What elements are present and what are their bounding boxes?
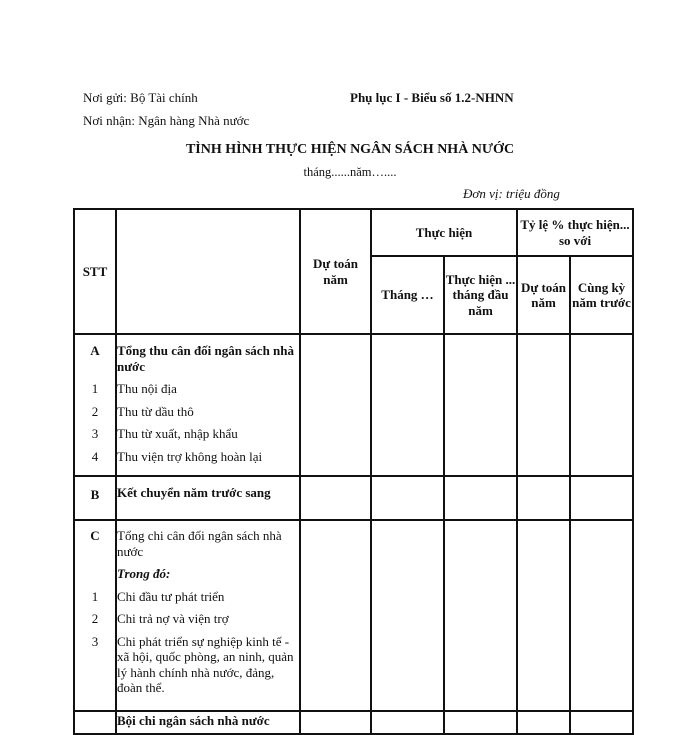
sender-label: Nơi gửi: Bộ Tài chính <box>83 90 198 105</box>
content-cell <box>116 334 300 476</box>
header-content <box>116 209 300 334</box>
stt-a-4: 4 <box>91 448 99 464</box>
table-row-section-c <box>74 520 633 711</box>
header-cung-ky: Cùng kỳ năm trước <box>570 256 633 334</box>
empty-cell <box>444 520 517 711</box>
header-stt: STT <box>74 209 116 334</box>
table-row-section-d <box>74 711 633 734</box>
section-c-item-1: Chi đầu tư phát triển <box>117 588 225 604</box>
section-b-title: Kết chuyển năm trước sang <box>117 485 271 500</box>
header-thuc-hien: Thực hiện <box>371 209 517 256</box>
header-thang: Tháng … <box>371 256 444 334</box>
section-c-title: Tổng chi cân đối ngân sách nhà nước <box>117 528 282 559</box>
section-a-item-4: Thu viện trợ không hoàn lại <box>117 448 263 464</box>
empty-cell <box>300 711 371 734</box>
section-a-item-3: Thu từ xuất, nhập khẩu <box>117 426 238 441</box>
section-d-title: Bội chi ngân sách nhà nước <box>117 713 270 728</box>
empty-cell <box>570 476 633 520</box>
empty-cell <box>371 520 444 711</box>
budget-table <box>73 208 634 735</box>
empty-cell <box>444 334 517 476</box>
stt-a-3: 3 <box>91 426 99 441</box>
empty-cell <box>517 334 570 476</box>
stt-c-3: 3 <box>91 633 99 649</box>
document-subtitle: tháng......năm….... <box>303 165 397 179</box>
stt-b: B <box>90 487 100 502</box>
header-ty-le: Tỷ lệ % thực hiện... so với <box>517 209 633 256</box>
empty-cell <box>444 476 517 520</box>
header-du-toan-nam: Dự toán năm <box>300 209 371 334</box>
stt-c-1: 1 <box>91 588 99 604</box>
unit-label: Đơn vị: triệu đồng <box>463 186 560 201</box>
table-row-section-a <box>74 334 633 476</box>
appendix-label: Phụ lục I - Biểu số 1.2-NHNN <box>350 90 514 105</box>
empty-cell <box>300 520 371 711</box>
empty-cell <box>517 711 570 734</box>
table-row-section-b <box>74 476 633 520</box>
empty-cell <box>517 520 570 711</box>
stt-c-2: 2 <box>91 611 99 626</box>
section-a-item-1: Thu nội địa <box>117 381 177 396</box>
stt-cell <box>74 711 116 734</box>
section-a-title: Tổng thu cân đối ngân sách nhà nước <box>117 343 295 374</box>
content-cell <box>116 711 300 734</box>
empty-cell <box>444 711 517 734</box>
section-a-item-2: Thu từ dầu thô <box>117 403 194 419</box>
content-cell <box>116 520 300 711</box>
stt-a: A <box>90 343 100 358</box>
empty-cell <box>371 334 444 476</box>
empty-cell <box>570 711 633 734</box>
stt-a-1: 1 <box>91 381 99 396</box>
empty-cell <box>300 476 371 520</box>
empty-cell <box>371 711 444 734</box>
header-thuc-hien-thang-dau-nam: Thực hiện ... tháng đầu năm <box>444 256 517 334</box>
document-title: TÌNH HÌNH THỰC HIỆN NGÂN SÁCH NHÀ NƯỚC <box>185 142 515 157</box>
empty-cell <box>570 334 633 476</box>
stt-cell <box>74 334 116 476</box>
section-c-item-2: Chi trả nợ và viện trợ <box>117 611 229 626</box>
empty-cell <box>300 334 371 476</box>
content-cell <box>116 476 300 520</box>
header-du-toan-nam-2: Dự toán năm <box>517 256 570 334</box>
section-c-note: Trong đó: <box>117 566 171 581</box>
stt-c: C <box>90 528 100 543</box>
section-c-item-3: Chi phát triển sự nghiệp kinh tế - xã hội, quốc phòng, an ninh, quản lý hành chính nhà nước, đảng, đoàn thể. <box>117 633 294 695</box>
stt-cell <box>74 476 116 520</box>
empty-cell <box>570 520 633 711</box>
empty-cell <box>517 476 570 520</box>
stt-cell <box>74 520 116 711</box>
receiver-label: Nơi nhận: Ngân hàng Nhà nước <box>83 113 250 128</box>
empty-cell <box>371 476 444 520</box>
stt-a-2: 2 <box>91 403 99 419</box>
